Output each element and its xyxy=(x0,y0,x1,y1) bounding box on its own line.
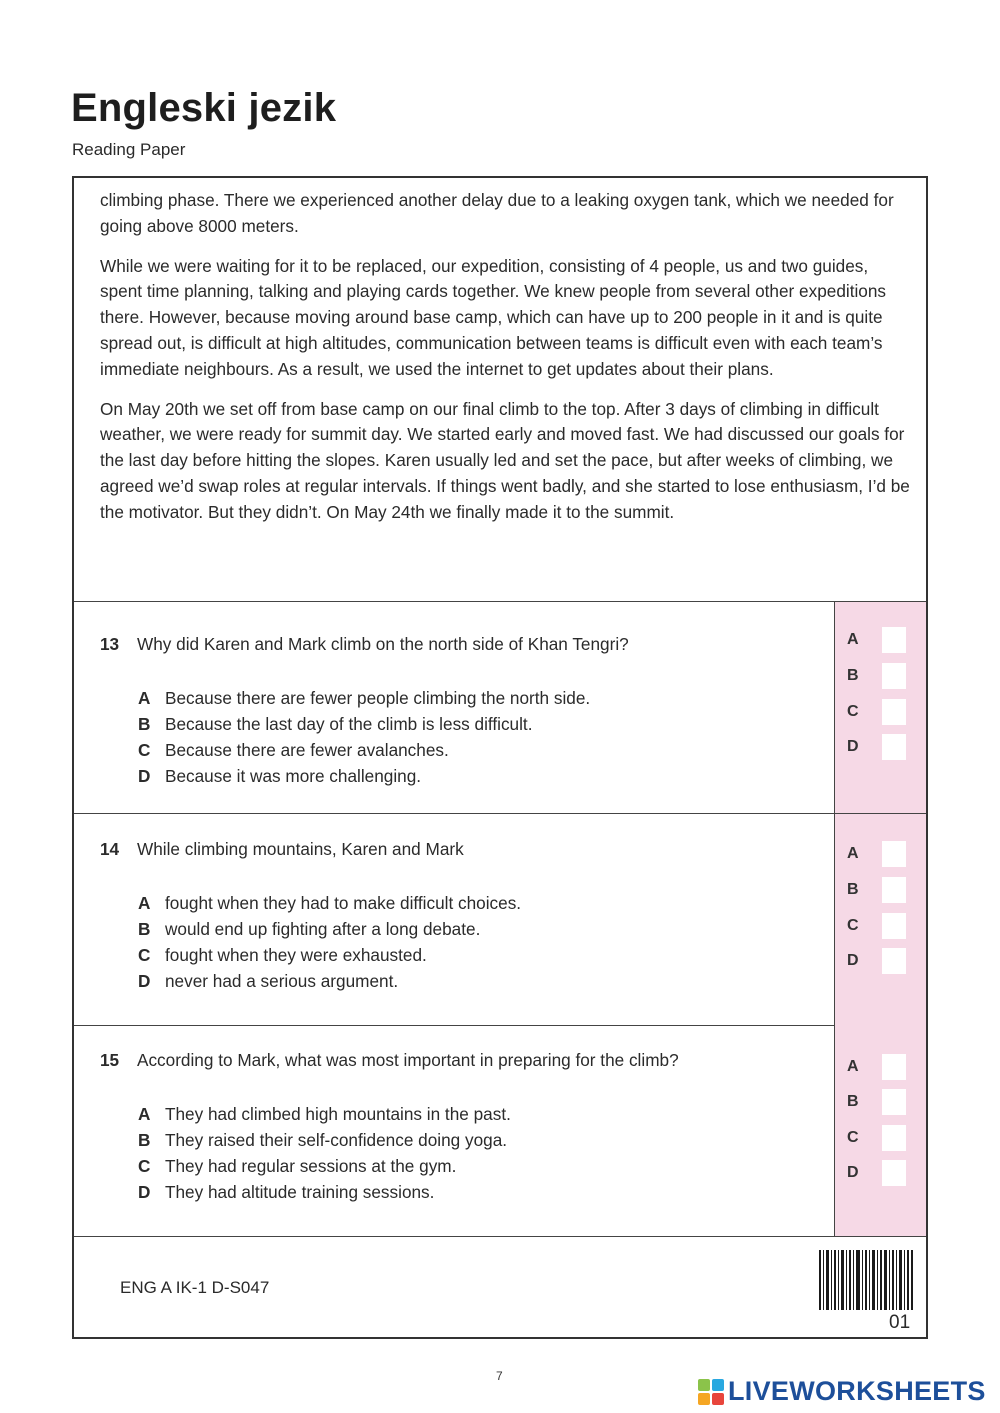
answer-d[interactable] xyxy=(847,948,917,976)
option-list xyxy=(138,685,820,789)
answer-a[interactable] xyxy=(847,841,917,869)
passage-paragraph: On May 20th we set off from base camp on our final climb to the top. After 3 days of climbing in difficult weather, we were ready for summit day. We started early and moved fast. We had discussed our goals for the last day before hitting the slopes. Karen usually led and set the pace, but after weeks of climbing, we agreed we’d swap roles at regular intervals. If things went badly, and she started to lose enthusiasm, I’d be the motivator. But they didn’t. On May 24th we finally made it to the summit. xyxy=(100,398,910,522)
page-title: Engleski jezik xyxy=(71,86,337,130)
question-text: While climbing mountains, Karen and Mark xyxy=(137,839,464,859)
barcode-icon xyxy=(819,1250,914,1310)
answer-letter: B xyxy=(847,1093,859,1110)
question-heading xyxy=(100,1050,820,1071)
passage-paragraph: climbing phase. There we experienced another delay due to a leaking oxygen tank, which we needed for going above 8000 meters. xyxy=(100,190,894,236)
answer-letter: C xyxy=(847,703,859,720)
question-body xyxy=(100,839,820,994)
option-letter: D xyxy=(138,766,151,786)
answer-letter: B xyxy=(847,881,859,898)
answer-letter: B xyxy=(847,667,859,684)
answer-checkbox[interactable] xyxy=(882,1089,906,1115)
answer-letter: D xyxy=(847,952,859,969)
option-letter: D xyxy=(138,971,151,991)
answer-checkbox[interactable] xyxy=(882,913,906,939)
liveworksheets-logo[interactable] xyxy=(698,1376,986,1407)
option-text: They raised their self-confidence doing yoga. xyxy=(165,1130,508,1150)
option-list xyxy=(138,890,820,994)
answer-checkbox[interactable] xyxy=(882,948,906,974)
option-text: They had climbed high mountains in the past. xyxy=(165,1104,511,1124)
option-text: Because the last day of the climb is less difficult. xyxy=(165,714,533,734)
option-b xyxy=(138,711,820,737)
exam-frame xyxy=(72,176,928,1339)
option-text: They had regular sessions at the gym. xyxy=(165,1156,457,1176)
option-text: Because it was more challenging. xyxy=(165,766,422,786)
option-text: fought when they had to make difficult choices. xyxy=(165,893,522,913)
answer-checkbox[interactable] xyxy=(882,877,906,903)
question-13 xyxy=(74,602,926,814)
answer-letter: D xyxy=(847,738,859,755)
option-text: fought when they were exhausted. xyxy=(165,945,427,965)
answer-c[interactable] xyxy=(847,913,917,941)
answer-d[interactable] xyxy=(847,734,917,762)
option-d xyxy=(138,763,820,789)
option-text: They had altitude training sessions. xyxy=(165,1182,435,1202)
option-b xyxy=(138,916,820,942)
option-list xyxy=(138,1101,820,1205)
option-letter: A xyxy=(138,893,151,913)
option-letter: A xyxy=(138,1104,151,1124)
option-letter: D xyxy=(138,1182,151,1202)
option-c xyxy=(138,1153,820,1179)
answer-checkbox[interactable] xyxy=(882,699,906,725)
answer-letter: C xyxy=(847,917,859,934)
option-letter: C xyxy=(138,945,151,965)
answer-c[interactable] xyxy=(847,1125,917,1153)
option-a xyxy=(138,685,820,711)
passage-paragraph: While we were waiting for it to be replaced, our expedition, consisting of 4 people, us and two guides, spent time planning, talking and playing cards together. We knew people from several other expeditions there. However, because moving around base camp, which can have up to 200 people in it and is quite spread out, is difficult at high altitudes, communication between teams is difficult even with each team’s immediate neighbours. As a result, we used the internet to get updates about their plans. xyxy=(100,255,886,379)
answer-box xyxy=(834,814,926,1025)
question-number: 14 xyxy=(100,839,120,859)
question-text: Why did Karen and Mark climb on the north side of Khan Tengri? xyxy=(137,634,629,654)
answer-c[interactable] xyxy=(847,699,917,727)
option-d xyxy=(138,1179,820,1205)
answer-letter: D xyxy=(847,1164,859,1181)
question-15 xyxy=(74,1025,926,1237)
option-letter: B xyxy=(138,919,151,939)
answer-box xyxy=(834,1025,926,1236)
question-14 xyxy=(74,814,926,1026)
option-text: would end up fighting after a long debate. xyxy=(165,919,481,939)
option-text: Because there are fewer people climbing the north side. xyxy=(165,688,591,708)
paper-footer xyxy=(74,1236,926,1337)
question-text: According to Mark, what was most important in preparing for the climb? xyxy=(137,1050,679,1070)
answer-letter: C xyxy=(847,1129,859,1146)
option-a xyxy=(138,1101,820,1127)
option-letter: B xyxy=(138,714,151,734)
option-c xyxy=(138,942,820,968)
answer-checkbox[interactable] xyxy=(882,627,906,653)
paper-code: ENG A IK-1 D-S047 xyxy=(120,1278,270,1297)
option-letter: C xyxy=(138,740,151,760)
question-heading xyxy=(100,634,820,655)
liveworksheets-icon xyxy=(698,1379,724,1405)
question-number: 15 xyxy=(100,1050,120,1070)
option-text: never had a serious argument. xyxy=(165,971,399,991)
question-number: 13 xyxy=(100,634,120,654)
answer-letter: A xyxy=(847,631,859,648)
question-body xyxy=(100,634,820,789)
answer-b[interactable] xyxy=(847,663,917,691)
reading-passage xyxy=(74,178,926,602)
answer-checkbox[interactable] xyxy=(882,841,906,867)
answer-letter: A xyxy=(847,1058,859,1075)
answer-a[interactable] xyxy=(847,627,917,655)
answer-b[interactable] xyxy=(847,1089,917,1117)
barcode-number: 01 xyxy=(889,1312,911,1333)
answer-letter: A xyxy=(847,845,859,862)
question-heading xyxy=(100,839,820,860)
answer-checkbox[interactable] xyxy=(882,663,906,689)
option-d xyxy=(138,968,820,994)
answer-box xyxy=(834,602,926,813)
answer-d[interactable] xyxy=(847,1160,917,1188)
option-letter: B xyxy=(138,1130,151,1150)
liveworksheets-text: LIVEWORKSHEETS xyxy=(728,1376,986,1406)
page-subtitle: Reading Paper xyxy=(72,140,186,159)
page-number: 7 xyxy=(496,1369,503,1383)
answer-b[interactable] xyxy=(847,877,917,905)
option-text: Because there are fewer avalanches. xyxy=(165,740,449,760)
option-b xyxy=(138,1127,820,1153)
answer-checkbox[interactable] xyxy=(882,1125,906,1151)
option-letter: A xyxy=(138,688,151,708)
answer-checkbox[interactable] xyxy=(882,1054,906,1080)
answer-a[interactable] xyxy=(847,1054,917,1082)
option-c xyxy=(138,737,820,763)
answer-checkbox[interactable] xyxy=(882,1160,906,1186)
answer-checkbox[interactable] xyxy=(882,734,906,760)
option-a xyxy=(138,890,820,916)
question-body xyxy=(100,1050,820,1205)
option-letter: C xyxy=(138,1156,151,1176)
